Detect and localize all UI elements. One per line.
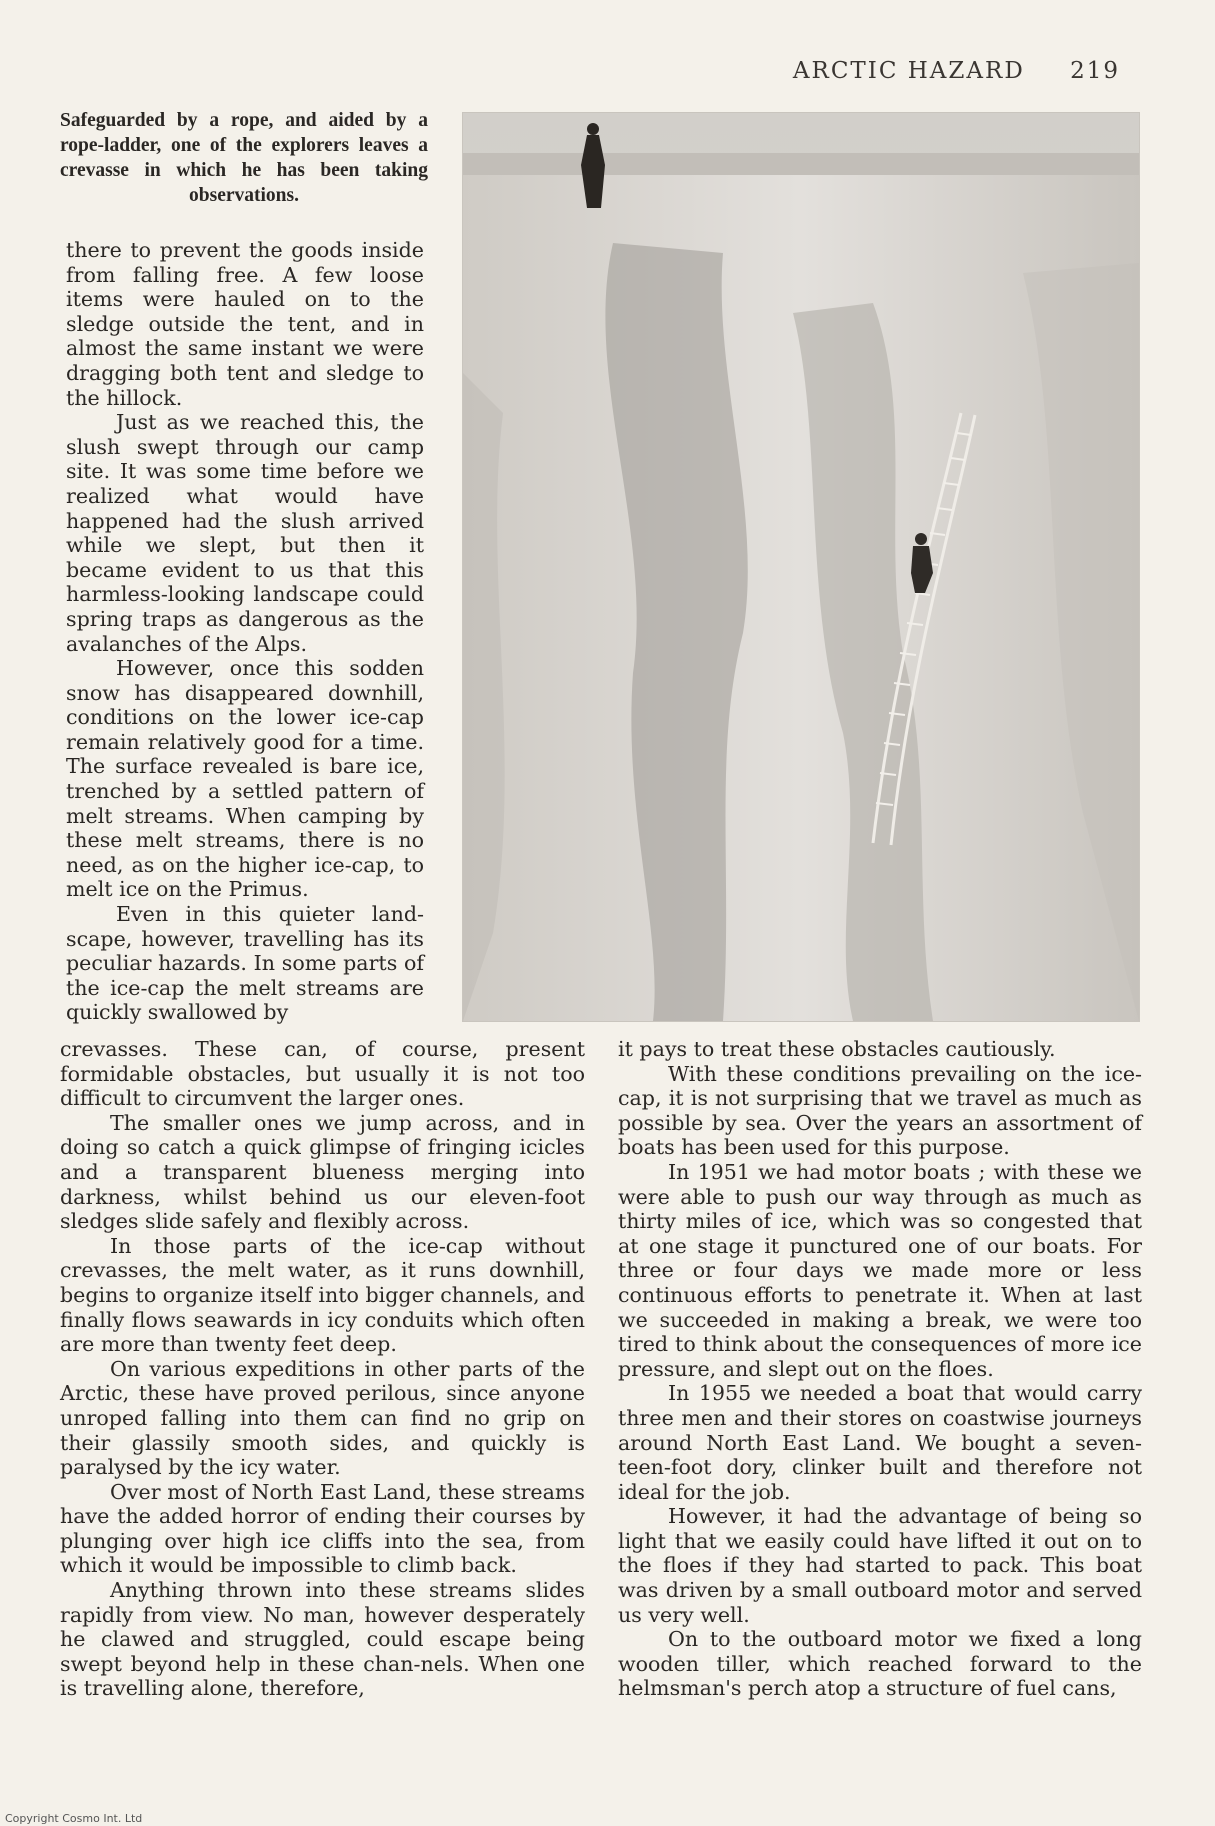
paragraph: In 1955 we needed a boat that would carry three men and their stores on coastwise journeys around North East Land. We bought a seven-teen-foot dory, clinker built and therefore not ideal for the job. [618, 1381, 1142, 1504]
page-number: 219 [1070, 58, 1120, 84]
crevasse-photograph [462, 112, 1140, 1022]
paragraph: there to prevent the goods inside from falling free. A few loose items were hauled on to the sledge outside the tent, and in almost the same instant we were dragging both tent and sledge to the hillock. [66, 238, 424, 410]
text-column-left-upper [66, 238, 424, 1025]
paragraph: The smaller ones we jump across, and in doing so catch a quick glimpse of fringing icicles and a transparent blueness merging into darkness, whilst behind us our eleven-foot sledges slide safely and flexibly across. [60, 1110, 585, 1234]
paragraph: In those parts of the ice-cap without crevasses, the melt water, as it runs downhill, begins to organize itself into bigger channels, and finally flows seawards in icy conduits which often are more than twenty feet deep. [60, 1233, 585, 1357]
crevasse-illustration [463, 113, 1139, 1021]
running-header [793, 58, 1120, 84]
paragraph: With these conditions prevailing on the ice-cap, it is not surprising that we travel as much as possible by sea. Over the years an assortment of boats has been used for this purpose. [618, 1061, 1142, 1160]
paragraph: On to the outboard motor we fixed a long wooden tiller, which reached forward to the helmsman's perch atop a structure of fuel cans, [618, 1627, 1142, 1701]
paragraph: it pays to treat these obstacles cautiously. [618, 1037, 1056, 1061]
running-title: ARCTIC HAZARD [792, 58, 1025, 84]
paragraph: Just as we reached this, the slush swept through our camp site. It was some time before we realized what would have happened had the slush arrived while we slept, but then it became evident to us that this harmless-looking landscape could spring traps as dangerous as the avalanches of the Alps. [66, 410, 424, 656]
text-column-left-lower [60, 1037, 585, 1701]
paragraph: On various expeditions in other parts of the Arctic, these have proved perilous, since anyone unroped falling into them can find no grip on their glassily smooth sides, and quickly is paralysed by the icy water. [60, 1356, 585, 1480]
paragraph: However, it had the advantage of being so light that we easily could have lifted it out on to the floes if they had started to pack. This boat was driven by a small outboard motor and served us very well. [618, 1504, 1142, 1627]
paragraph: In 1951 we had motor boats ; with these we were able to push our way through as much as thirty miles of ice, which was so congested that at one stage it punctured one of our boats. For three or four days we made more or less continuous efforts to penetrate it. When at last we succeeded in making a break, we were too tired to think about the consequences of more ice pressure, and slept out on the floes. [618, 1159, 1142, 1381]
paragraph: Even in this quieter land-scape, however, travelling has its peculiar hazards. In some parts of the ice-cap the melt streams are quickly swallowed by [66, 902, 424, 1025]
paragraph: Over most of North East Land, these streams have the added horror of ending their courses by plunging over high ice cliffs into the sea, from which it would be impossible to climb back. [60, 1479, 585, 1578]
photo-caption: Safeguarded by a rope, and aided by a rope-ladder, one of the explorers leaves a crevasse in which he has been taking observations. [60, 110, 428, 206]
text-column-right [618, 1037, 1142, 1701]
copyright-notice: Copyright Cosmo Int. Ltd [5, 1812, 143, 1825]
paragraph: crevasses. These can, of course, present formidable obstacles, but usually it is not too difficult to circumvent the larger ones. [60, 1037, 585, 1111]
paragraph: However, once this sodden snow has disappeared downhill, conditions on the lower ice-cap remain relatively good for a time. The surface revealed is bare ice, trenched by a settled pattern of melt streams. When camping by these melt streams, there is no need, as on the higher ice-cap, to melt ice on the Primus. [66, 656, 424, 902]
paragraph: Anything thrown into these streams slides rapidly from view. No man, however desperately he clawed and struggled, could escape being swept beyond help in these chan-nels. When one is travelling alone, therefore, [60, 1578, 585, 1701]
